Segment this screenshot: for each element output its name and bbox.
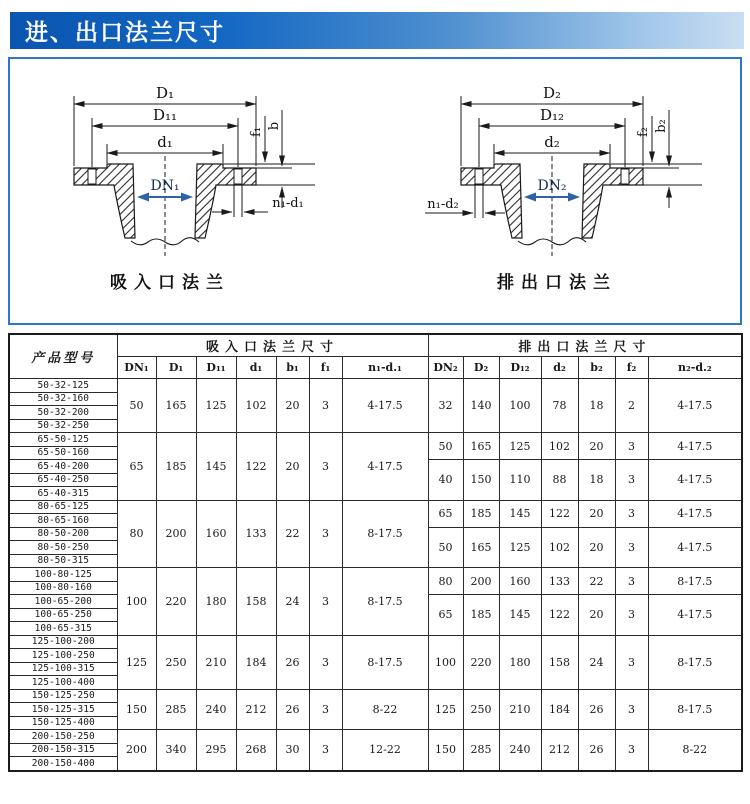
model-cell: 200-150-250	[9, 730, 117, 744]
dim-label-dn1: DN₁	[150, 178, 180, 194]
discharge-value-cell: 8-17.5	[648, 568, 742, 595]
discharge-value-cell: 3	[615, 730, 648, 771]
model-cell: 65-40-250	[9, 473, 117, 487]
discharge-value-cell: 4-17.5	[648, 379, 742, 433]
col-header: n₂-d.₂	[648, 357, 742, 379]
model-cell: 65-50-125	[9, 433, 117, 447]
model-cell: 80-50-315	[9, 554, 117, 568]
discharge-value-cell: 165	[463, 527, 499, 568]
suction-value-cell: 184	[236, 635, 276, 689]
col-header: DN₂	[428, 357, 463, 379]
discharge-value-cell: 150	[463, 460, 499, 501]
dim-label-f1: f₁	[249, 126, 264, 138]
discharge-value-cell: 3	[615, 500, 648, 527]
discharge-value-cell: 125	[499, 527, 541, 568]
model-cell: 50-32-125	[9, 379, 117, 393]
discharge-value-cell: 3	[615, 689, 648, 730]
discharge-value-cell: 184	[541, 689, 578, 730]
col-header: D₁₂	[499, 357, 541, 379]
model-cell: 125-100-250	[9, 649, 117, 663]
discharge-value-cell: 20	[578, 433, 615, 460]
table-row	[9, 433, 742, 447]
discharge-value-cell: 240	[499, 730, 541, 771]
discharge-value-cell: 165	[463, 433, 499, 460]
discharge-value-cell: 3	[615, 595, 648, 636]
discharge-value-cell: 26	[578, 730, 615, 771]
model-cell: 100-65-250	[9, 608, 117, 622]
table-row	[9, 568, 742, 582]
model-cell: 100-65-200	[9, 595, 117, 609]
suction-value-cell: 200	[156, 500, 196, 568]
discharge-value-cell: 18	[578, 379, 615, 433]
suction-value-cell: 200	[117, 730, 156, 771]
col-header: D₂	[463, 357, 499, 379]
discharge-value-cell: 3	[615, 527, 648, 568]
col-header: f₁	[309, 357, 342, 379]
dim-label-d1-outer: D₁	[155, 84, 175, 102]
col-header: DN₁	[117, 357, 156, 379]
discharge-value-cell: 2	[615, 379, 648, 433]
suction-caption: 吸入口法兰	[110, 273, 230, 293]
col-header: D₁	[156, 357, 196, 379]
discharge-value-cell: 20	[578, 527, 615, 568]
discharge-value-cell: 100	[499, 379, 541, 433]
discharge-value-cell: 78	[541, 379, 578, 433]
model-cell: 125-100-315	[9, 662, 117, 676]
product-model-header: 产品型号	[9, 334, 117, 379]
discharge-value-cell: 22	[578, 568, 615, 595]
suction-value-cell: 125	[196, 379, 236, 433]
model-cell: 100-65-315	[9, 622, 117, 636]
model-cell: 200-150-315	[9, 743, 117, 757]
col-header: d₁	[236, 357, 276, 379]
model-cell: 100-80-125	[9, 568, 117, 582]
suction-value-cell: 3	[309, 433, 342, 501]
discharge-value-cell: 4-17.5	[648, 500, 742, 527]
page-title: 进、出口法兰尺寸	[25, 20, 225, 46]
discharge-value-cell: 102	[541, 527, 578, 568]
model-cell: 80-65-160	[9, 514, 117, 528]
model-cell: 65-40-200	[9, 460, 117, 474]
model-cell: 50-32-200	[9, 406, 117, 420]
discharge-value-cell: 122	[541, 595, 578, 636]
discharge-value-cell: 140	[463, 379, 499, 433]
suction-value-cell: 26	[276, 635, 309, 689]
discharge-value-cell: 145	[499, 500, 541, 527]
discharge-value-cell: 32	[428, 379, 463, 433]
discharge-value-cell: 80	[428, 568, 463, 595]
dim-label-d11: D₁₁	[152, 106, 178, 124]
model-cell: 150-125-400	[9, 716, 117, 730]
discharge-value-cell: 185	[463, 500, 499, 527]
table-subheader-row	[9, 357, 742, 379]
suction-value-cell: 160	[196, 500, 236, 568]
discharge-value-cell: 210	[499, 689, 541, 730]
discharge-value-cell: 8-17.5	[648, 635, 742, 689]
col-header: D₁₁	[196, 357, 236, 379]
dim-label-b: b	[267, 121, 282, 131]
suction-value-cell: 220	[156, 568, 196, 636]
discharge-value-cell: 100	[428, 635, 463, 689]
table-row	[9, 730, 742, 744]
suction-value-cell: 122	[236, 433, 276, 501]
dim-label-bolt-holes: n₁-d₁	[272, 196, 304, 211]
discharge-value-cell: 102	[541, 433, 578, 460]
suction-value-cell: 24	[276, 568, 309, 636]
discharge-value-cell: 185	[463, 595, 499, 636]
suction-value-cell: 26	[276, 689, 309, 730]
table-row	[9, 500, 742, 514]
discharge-value-cell: 200	[463, 568, 499, 595]
flange-dimensions-table	[8, 333, 743, 772]
suction-value-cell: 133	[236, 500, 276, 568]
suction-value-cell: 3	[309, 689, 342, 730]
discharge-value-cell: 285	[463, 730, 499, 771]
suction-value-cell: 20	[276, 433, 309, 501]
suction-value-cell: 340	[156, 730, 196, 771]
suction-value-cell: 240	[196, 689, 236, 730]
suction-value-cell: 30	[276, 730, 309, 771]
discharge-value-cell: 250	[463, 689, 499, 730]
col-header: b₂	[578, 357, 615, 379]
suction-value-cell: 158	[236, 568, 276, 636]
suction-value-cell: 185	[156, 433, 196, 501]
suction-value-cell: 295	[196, 730, 236, 771]
discharge-value-cell: 18	[578, 460, 615, 501]
suction-flange-diagram	[10, 60, 373, 318]
suction-value-cell: 100	[117, 568, 156, 636]
discharge-value-cell: 133	[541, 568, 578, 595]
discharge-value-cell: 3	[615, 635, 648, 689]
suction-value-cell: 65	[117, 433, 156, 501]
flange-diagram-panel	[8, 57, 742, 325]
dim-label-d2-outer: D₂	[542, 84, 562, 102]
table-header-row	[9, 334, 742, 357]
dim-label-dn2: DN₂	[537, 178, 567, 194]
suction-value-cell: 165	[156, 379, 196, 433]
model-cell: 125-100-200	[9, 635, 117, 649]
suction-value-cell: 4-17.5	[342, 379, 428, 433]
discharge-value-cell: 24	[578, 635, 615, 689]
model-cell: 100-80-160	[9, 581, 117, 595]
discharge-value-cell: 3	[615, 568, 648, 595]
col-header: b₁	[276, 357, 309, 379]
suction-value-cell: 20	[276, 379, 309, 433]
suction-value-cell: 285	[156, 689, 196, 730]
discharge-value-cell: 8-22	[648, 730, 742, 771]
discharge-value-cell: 122	[541, 500, 578, 527]
table-row	[9, 379, 742, 393]
discharge-value-cell: 4-17.5	[648, 433, 742, 460]
suction-value-cell: 50	[117, 379, 156, 433]
title-banner	[10, 12, 744, 49]
suction-value-cell: 268	[236, 730, 276, 771]
discharge-value-cell: 212	[541, 730, 578, 771]
discharge-value-cell: 20	[578, 500, 615, 527]
suction-value-cell: 3	[309, 500, 342, 568]
dim-label-bolt-holes: n₁-d₂	[427, 197, 459, 212]
discharge-value-cell: 88	[541, 460, 578, 501]
suction-value-cell: 180	[196, 568, 236, 636]
discharge-value-cell: 20	[578, 595, 615, 636]
model-cell: 65-50-160	[9, 446, 117, 460]
discharge-value-cell: 150	[428, 730, 463, 771]
suction-value-cell: 22	[276, 500, 309, 568]
discharge-value-cell: 220	[463, 635, 499, 689]
discharge-value-cell: 3	[615, 460, 648, 501]
discharge-value-cell: 4-17.5	[648, 527, 742, 568]
suction-value-cell: 3	[309, 379, 342, 433]
suction-value-cell: 212	[236, 689, 276, 730]
discharge-value-cell: 8-17.5	[648, 689, 742, 730]
suction-value-cell: 3	[309, 635, 342, 689]
suction-value-cell: 210	[196, 635, 236, 689]
discharge-group-header: 排出口法兰尺寸	[428, 334, 742, 357]
model-cell: 80-50-200	[9, 527, 117, 541]
discharge-value-cell: 65	[428, 500, 463, 527]
discharge-value-cell: 65	[428, 595, 463, 636]
suction-value-cell: 8-17.5	[342, 568, 428, 636]
suction-value-cell: 150	[117, 689, 156, 730]
suction-value-cell: 12-22	[342, 730, 428, 771]
model-cell: 200-150-400	[9, 757, 117, 771]
discharge-value-cell: 110	[499, 460, 541, 501]
suction-value-cell: 145	[196, 433, 236, 501]
dim-label-d2-face: d₂	[544, 133, 560, 151]
discharge-value-cell: 158	[541, 635, 578, 689]
discharge-caption: 排出口法兰	[497, 273, 617, 293]
model-cell: 150-125-250	[9, 689, 117, 703]
discharge-value-cell: 4-17.5	[648, 460, 742, 501]
suction-value-cell: 250	[156, 635, 196, 689]
suction-value-cell: 3	[309, 730, 342, 771]
suction-group-header: 吸入口法兰尺寸	[117, 334, 428, 357]
discharge-value-cell: 40	[428, 460, 463, 501]
model-cell: 125-100-400	[9, 676, 117, 690]
model-cell: 150-125-315	[9, 703, 117, 717]
discharge-value-cell: 50	[428, 527, 463, 568]
suction-value-cell: 4-17.5	[342, 433, 428, 501]
suction-value-cell: 80	[117, 500, 156, 568]
col-header: n₁-d.₁	[342, 357, 428, 379]
model-cell: 50-32-160	[9, 392, 117, 406]
table-row	[9, 689, 742, 703]
model-cell: 65-40-315	[9, 487, 117, 501]
discharge-value-cell: 50	[428, 433, 463, 460]
discharge-value-cell: 125	[499, 433, 541, 460]
model-cell: 50-32-250	[9, 419, 117, 433]
suction-value-cell: 3	[309, 568, 342, 636]
col-header: f₂	[615, 357, 648, 379]
model-cell: 80-50-250	[9, 541, 117, 555]
suction-value-cell: 125	[117, 635, 156, 689]
discharge-value-cell: 145	[499, 595, 541, 636]
col-header: d₂	[541, 357, 578, 379]
suction-value-cell: 8-22	[342, 689, 428, 730]
discharge-flange-diagram	[377, 60, 740, 318]
suction-value-cell: 102	[236, 379, 276, 433]
discharge-value-cell: 180	[499, 635, 541, 689]
suction-value-cell: 8-17.5	[342, 635, 428, 689]
model-cell: 80-65-125	[9, 500, 117, 514]
discharge-value-cell: 125	[428, 689, 463, 730]
dim-label-b2: b₂	[654, 119, 669, 133]
dim-label-f2: f₂	[636, 126, 651, 138]
suction-value-cell: 8-17.5	[342, 500, 428, 568]
discharge-value-cell: 4-17.5	[648, 595, 742, 636]
discharge-value-cell: 26	[578, 689, 615, 730]
table-row	[9, 635, 742, 649]
dim-label-d12: D₁₂	[539, 106, 565, 124]
discharge-value-cell: 160	[499, 568, 541, 595]
discharge-value-cell: 3	[615, 433, 648, 460]
dim-label-d1-face: d₁	[157, 133, 173, 151]
